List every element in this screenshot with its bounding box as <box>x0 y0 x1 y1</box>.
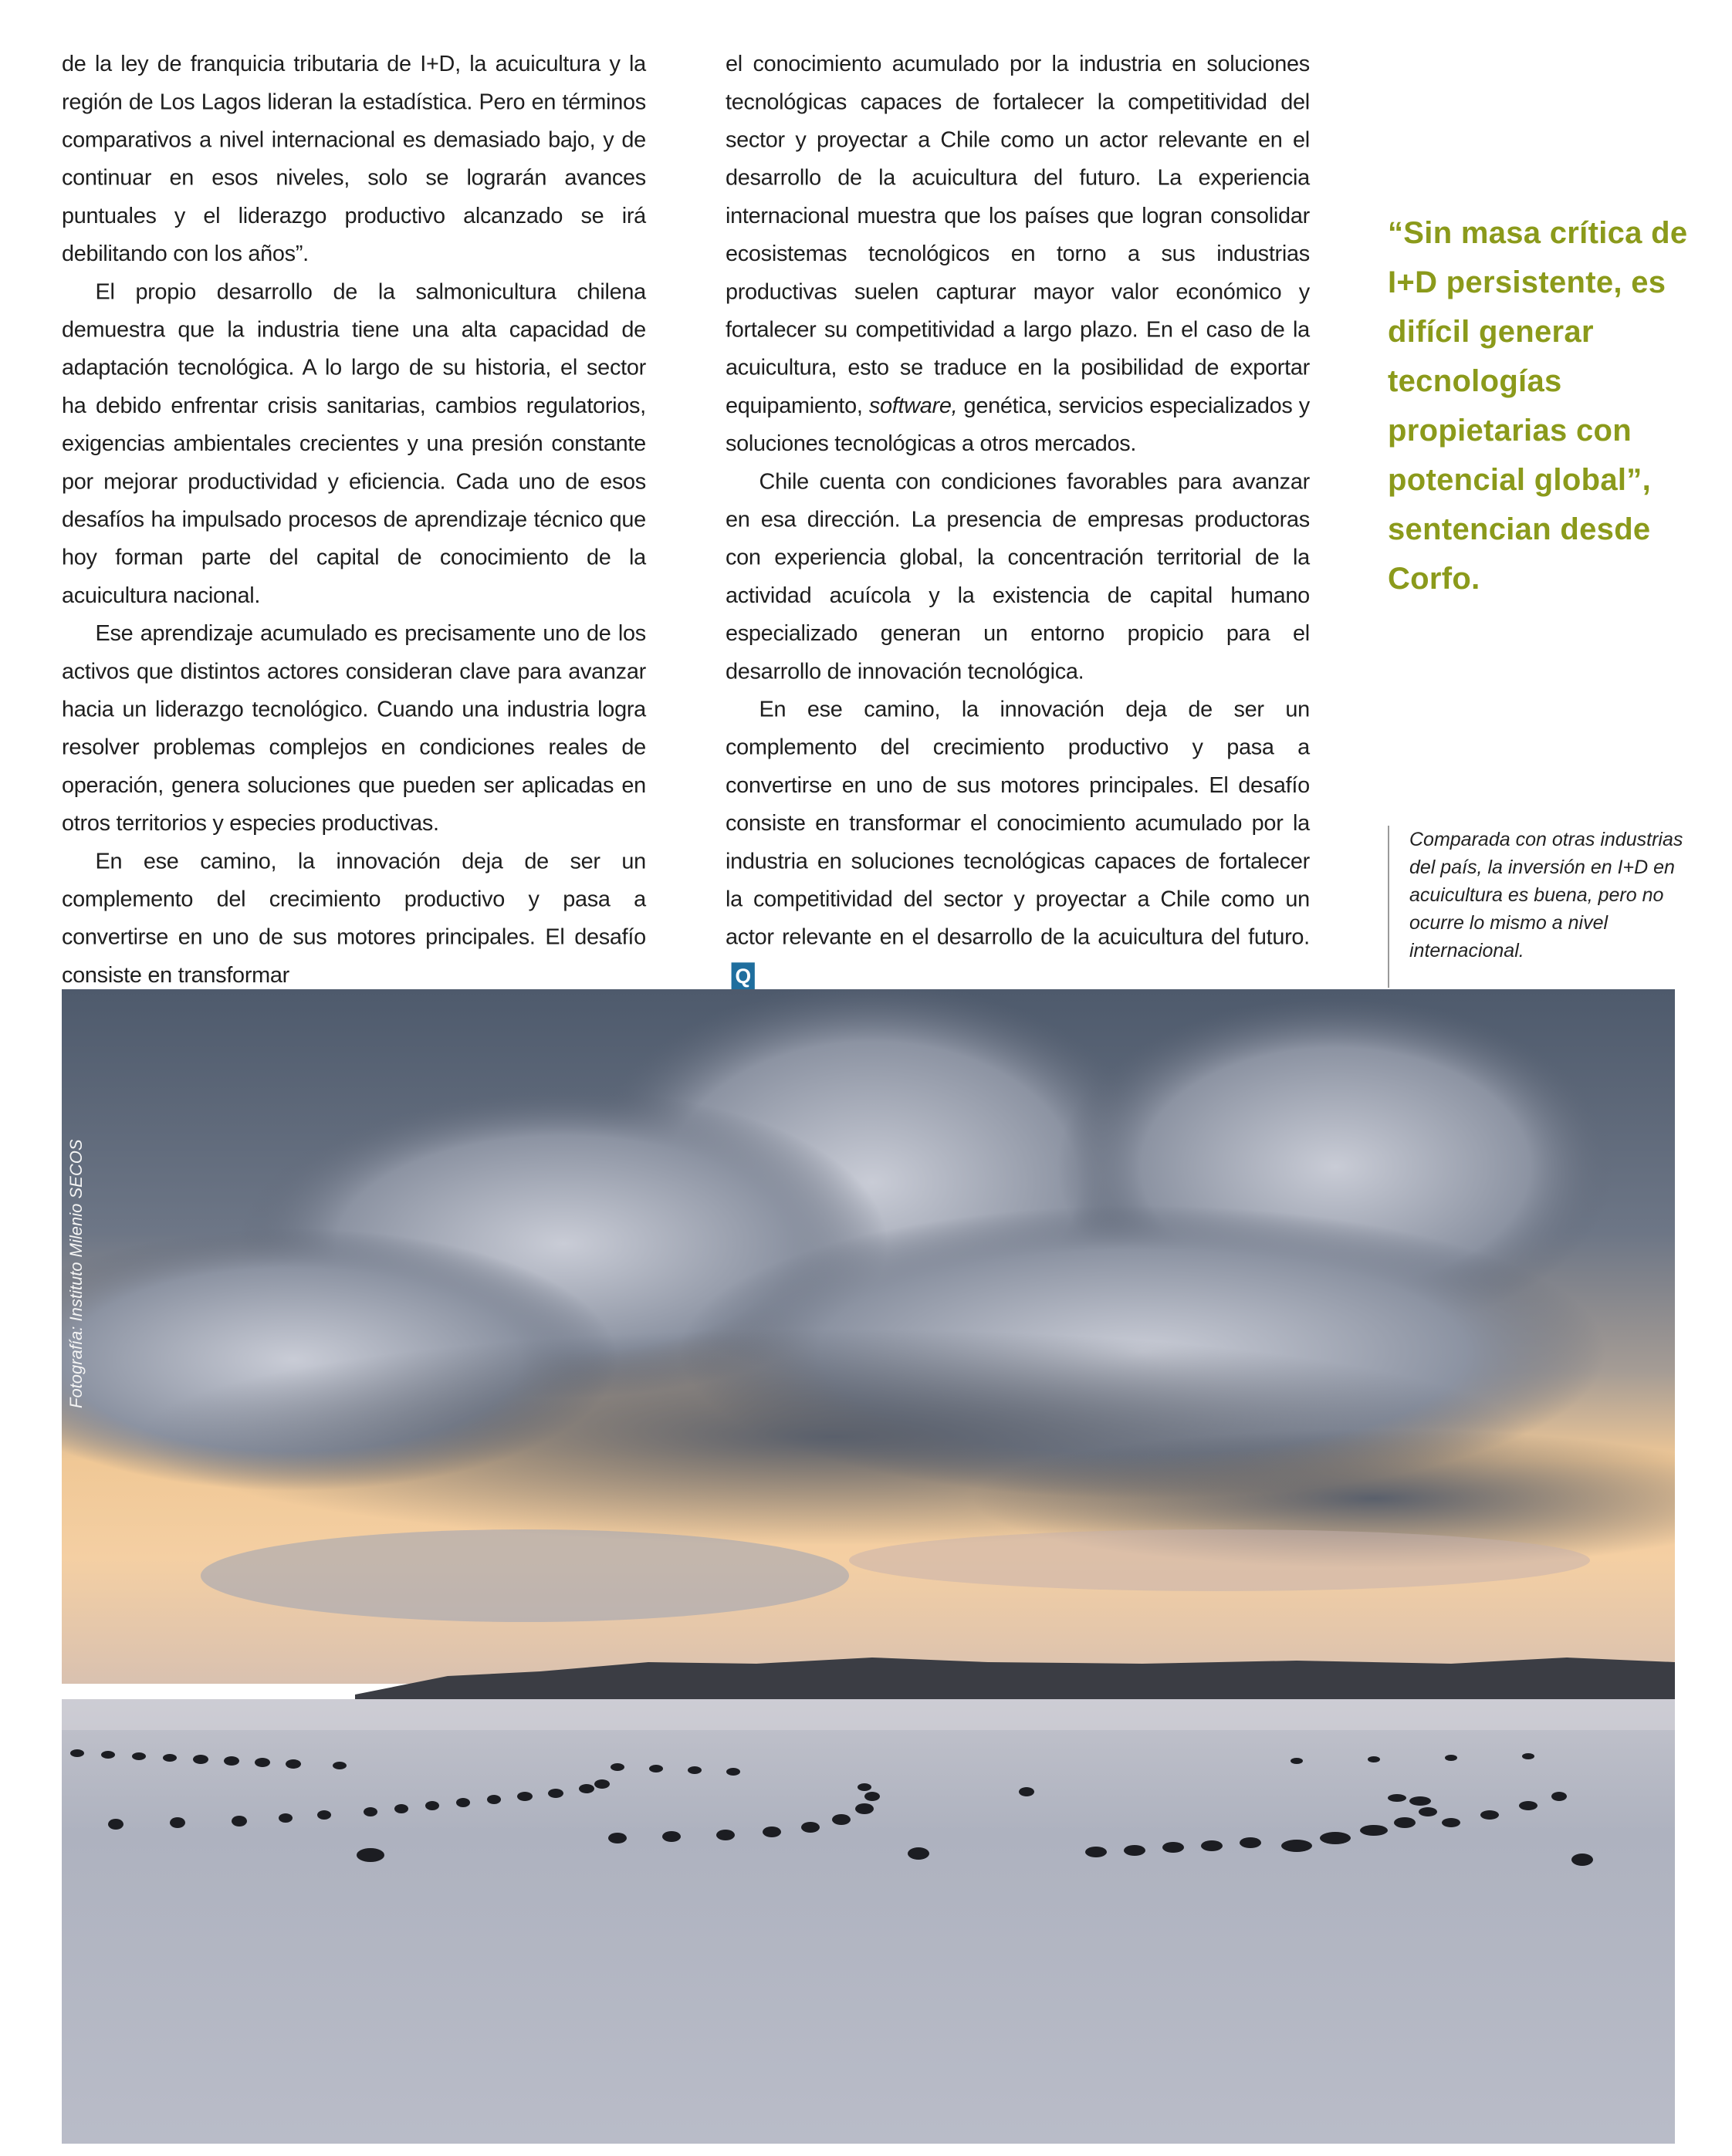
article-column-right <box>726 45 1310 994</box>
paragraph: En ese camino, la innovación deja de ser un complemento del crecimiento productivo y pasa a convertirse en uno de sus motores principales. El desafío consiste en transformar <box>62 848 646 988</box>
article-column-left <box>62 45 646 994</box>
photo-aquaculture-sunset <box>62 989 1675 2144</box>
paragraph-text: genética, servicios especializados y soluciones tecnológicas a otros mercados. <box>726 393 1310 456</box>
paragraph-text: En ese camino, la innovación deja de ser un complemento del crecimiento productivo y pasa a convertirse en uno de sus motores principales. El desafío consiste en transformar el conocimiento acumulado por la industria en soluciones tecnológicas capaces de fortalecer la competitividad del sector y proyectar a Chile como un actor relevante en el desarrollo de la acuicultura del futuro. <box>726 696 1310 950</box>
photo-caption: Comparada con otras industrias del país, la inversión en I+D en acuicultura es buena, pero no ocurre lo mismo a nivel internacional. <box>1388 826 1703 988</box>
paragraph: de la ley de franquicia tributaria de I+D, la acuicultura y la región de Los Lagos lideran la estadística. Pero en términos comparativos a nivel internacional es demasiado bajo, y de continuar en esos niveles, solo se lograrán avances puntuales y el liderazgo productivo alcanzado se irá debilitando con los años”. <box>62 51 646 266</box>
paragraph-text: el conocimiento acumulado por la industria en soluciones tecnológicas capaces de fortalecer la competitividad del sector y proyectar a Chile como un actor relevante en el desarrollo de la acuicultura del futuro. La experiencia internacional muestra que los países que logran consolidar ecosistemas tecnológicos en torno a sus industrias productivas suelen capturar mayor valor económico y fortalecer su competitividad a largo plazo. En el caso de la acuicultura, esto se traduce en la posibilidad de exportar equipamiento, <box>726 51 1310 418</box>
paragraph <box>726 45 1310 462</box>
paragraph-italic-word: software, <box>868 393 958 418</box>
end-mark-icon: Q <box>732 962 755 990</box>
photo-credit: Fotografía: Instituto Milenio SECOS <box>66 1139 86 1408</box>
pull-quote: “Sin masa crítica de I+D persistente, es difícil generar tecnologías propietarias con potencial global”, sentencian desde Corfo. <box>1388 216 1688 596</box>
paragraph: Chile cuenta con condiciones favorables para avanzar en esa dirección. La presencia de empresas productoras con experiencia global, la concentración territorial de la actividad acuícola y la existencia de capital humano especializado generan un entorno propicio para el desarrollo de innovación tecnológica. <box>726 468 1310 684</box>
photo-illustration <box>62 989 1675 2144</box>
paragraph <box>726 690 1310 994</box>
paragraph: Ese aprendizaje acumulado es precisamente uno de los activos que distintos actores consideran clave para avanzar hacia un liderazgo tecnológico. Cuando una industria logra resolver problemas complejos en condiciones reales de operación, genera soluciones que pueden ser aplicadas en otros territorios y especies productivas. <box>62 620 646 836</box>
paragraph: El propio desarrollo de la salmonicultura chilena demuestra que la industria tiene una alta capacidad de adaptación tecnológica. A lo largo de su historia, el sector ha debido enfrentar crisis sanitarias, cambios regulatorios, exigencias ambientales crecientes y una presión constante por mejorar productividad y eficiencia. Cada uno de esos desafíos ha impulsado procesos de aprendizaje técnico que hoy forman parte del capital de conocimiento de la acuicultura nacional. <box>62 279 646 608</box>
